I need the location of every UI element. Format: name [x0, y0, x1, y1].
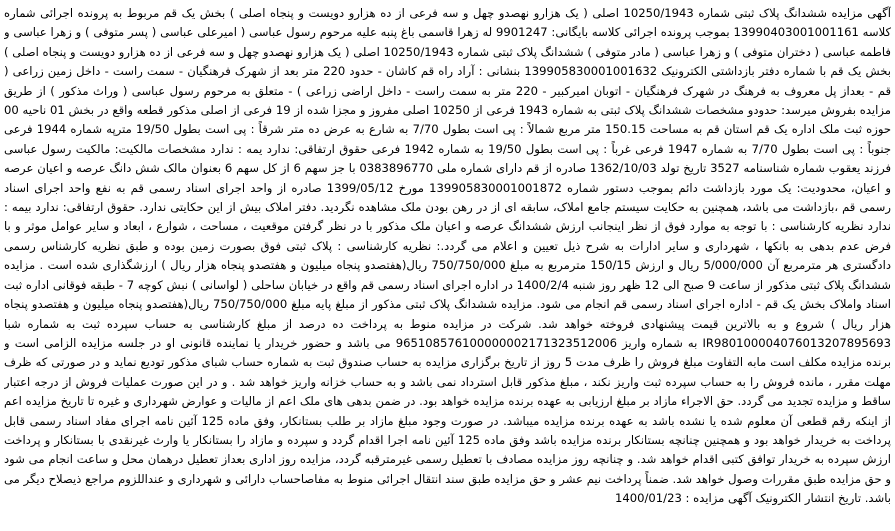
notice-body-text: آگهی مزایده ششدانگ پلاک ثبتی شماره 10250/1943 اصلی ( یک هزارو نهصدو چهل و سه فرعی از ده هزارو دویست و پنجاه اصلی ) بخش یک قم مربوط به پرونده اجرائی شماره کلاسه 13990403001001161 بموجب پرونده اجرائی کلاسه بایگانی: 9901247 له زهرا قاسمی باغ پنبه علیه مرحوم رسول عباسی ( امیرعلی عباسی ( پسر متوفی ) و زهرا عباسی و فاطمه عباسی ( دختران متوفی ) و زهرا عباسی ( مادر متوفی ) ششدانگ پلاک ثبتی شماره 10250/1943 اصلی ( یک هزارو نهصدو چهل و سه فرعی از ده هزارو دویست و پنجاه اصلی ) بخش یک قم با شماره دفتر بازداشتی الکترونیک 139905830001001632 بنشانی : آراد راه قم کاشان - حدود 220 متر بعد از شهرک فرهنگیان - سمت راست - داخل زمین زراعی ( قم - بعداز پل معروف به فرهنگ در شهرک فرهنگیان - اتوبان امیرکبیر - 220 متر به سمت راست - داخل اراضی زراعی ) - متعلق به مرحوم رسول عباسی ( وراث مذکور ) از طریق مزایده بفروش میرسد: حدودو مشخصات ششدانگ پلاک ثبتی به شماره 1943 فرعی از 10250 اصلی مفروز و مجزا شده از 19 فرعی از اصلی مذکور قطعه واقع در بخش 01 ناحیه 00 حوزه ثبت ملک اداره یک قم استان قم به مساحت 150.15 متر مربع شمالاً : پی است بطول 7/70 به شارع به عرض ده متر شرقاً : پی است بطول 19/50 مترپه شماره 1944 فرعی جنوباً : پی است بطول 7/70 به شماره 1947 فرعی غرباً : پی است بطول 19/50 به شماره 1942 فرعی حقوق ارتفاقی: ندارد یمه : ندارد مشخصات مالکیت: مالکیت رسول عباسی فرزند یعقوب شماره شناسنامه 3527 تاریخ تولد 1362/10/03 صادره از قم دارای شماره ملی 0383896770 با جز سهم 6 از کل سهم 6 بعنوان مالک شش دانگ عرصه و اعیان عرصه و اعیان، محدودیت: یک مورد بازداشت دائم بموجب دستور شماره 139905830001001872 مورخ 1399/05/12 صادره از واحد اجرای اسناد رسمی قم به نفع واحد اجرای اسناد رسمی قم ،بازداشت می باشد، همچنین به حکایت سیستم جامع املاک، سابقه ای از در رهن بودن ملک مشاهده نگردید. دفتر املاک بیش از این حکایتی ندارد. حقوق ارتفاقی: ندارد بیمه : ندارد نظریه کارشناسی : با توجه به موارد فوق از نظر اینجانب ارزش ششدانگ عرصه و اعیان ملک مذکور با در نظر گرفتن موقعیت ، مساحت ، شوارع ، ابعاد و سایر عوامل موثر و با فرض عدم بدهی به بانکها ، شهرداری و سایر ادارات به شرح ذیل تعیین و اعلام می گردد.: نظریه کارشناسی : پلاک ثبتی فوق بصورت زمین بوده و طبق نظریه کارشناس رسمی دادگستری هر مترمربع آن 5/000/000 ریال و ارزش 150/15 مترمربع به مبلغ 750/750/000 ریال(هفتصدو پنجاه میلیون و هفتصدو پنجاه هزار ریال ) ارزشگذاری شده است . مزایده ششدانگ پلاک ثبتی مذکور از ساعت 9 صبح الی 12 ظهر روز شنبه 1400/2/4 در اداره اجرای اسناد رسمی قم واقع در خیابان ساحلی ( لواسانی ) نبش کوچه 7 - طبقه فوقانی اداره ثبت اسناد واملاک بخش یک قم - اداره اجرای اسناد رسمی قم انجام می شود. مزایده ششدانگ پلاک ثبتی مذکور از مبلغ پایه مبلغ 750/750/000 ریال(هفتصدو پنجاه میلیون و هفتصدو پنجاه هزار ریال ) شروع و به بالاترین قیمت پیشنهادی فروخته خواهد شد. شرکت در مزایده منوط به پرداخت ده درصد از مبلغ کارشناسی به حساب سپرده ثبت به شماره شبا IR980100004076013207895693 به شماره واریز 965108576100000002171323512006 می باشد و حضور خریدار یا نماینده قانونی او در جلسه مزایده الزامی است و برنده مزایده مکلف است مابه التفاوت مبلغ فروش را ظرف مدت 5 روز از تاریخ برگزاری مزایده به حساب صندوق ثبت به شماره حساب شبای مذکور تودیع نماید و در صورتی که ظرف مهلت مقرر ، مانده فروش را به حساب سپرده ثبت واریز نکند ، مبلغ مذکور قابل استرداد نمی باشد و به حساب خزانه واریز خواهد شد . و در این صورت عملیات فروش از درجه اعتبار ساقط و مزایده تجدید می گردد. حق الاجراء مازاد بر مبلغ ارزیابی به عهده برنده مزایده خواهد بود. در ضمن بدهی های ملک اعم از مالیات و عوارض شهرداری و غیره تا تاریخ مزایده اعم از اینکه رقم قطعی آن معلوم شده یا نشده باشد به عهده برنده مزایده میباشد. در صورت وجود مبلغ مازاد بر طلب بستانکار، وفق ماده 125 آئین نامه اجرای مفاد اسناد رسمی قابل پرداخت به خریدار خواهد بود و همچنین چنانچه بستانکار برنده مزایده باشد وفق ماده 125 آئین نامه اجرا اقدام گردد و سپرده و مازاد را بستانکار یا وارث غیرنقدی با بستانکار و پرداخت ارزش سپرده به خریدار توافق کتبی اقدام خواهد شد. و چنانچه روز مزایده مصادف با تعطیل رسمی غیرمترقبه گردد، مزایده روز اداری بعداز تعطیل درهمان محل و ساعت انجام می شود و حق مزایده طبق مقررات وصول خواهد شد. ضمناً پرداخت نیم عشر و حق مزایده طبق سند انتقال اجرائی منوط به مفاصاحساب دارائی و شهرداری و عنداللزوم مراجع ذیصلاح دیگر می باشد. تاریخ انتشار الکترونیک آگهی مزایده : 1400/01/23 [4, 6, 891, 506]
auction-notice [4, 4, 891, 527]
